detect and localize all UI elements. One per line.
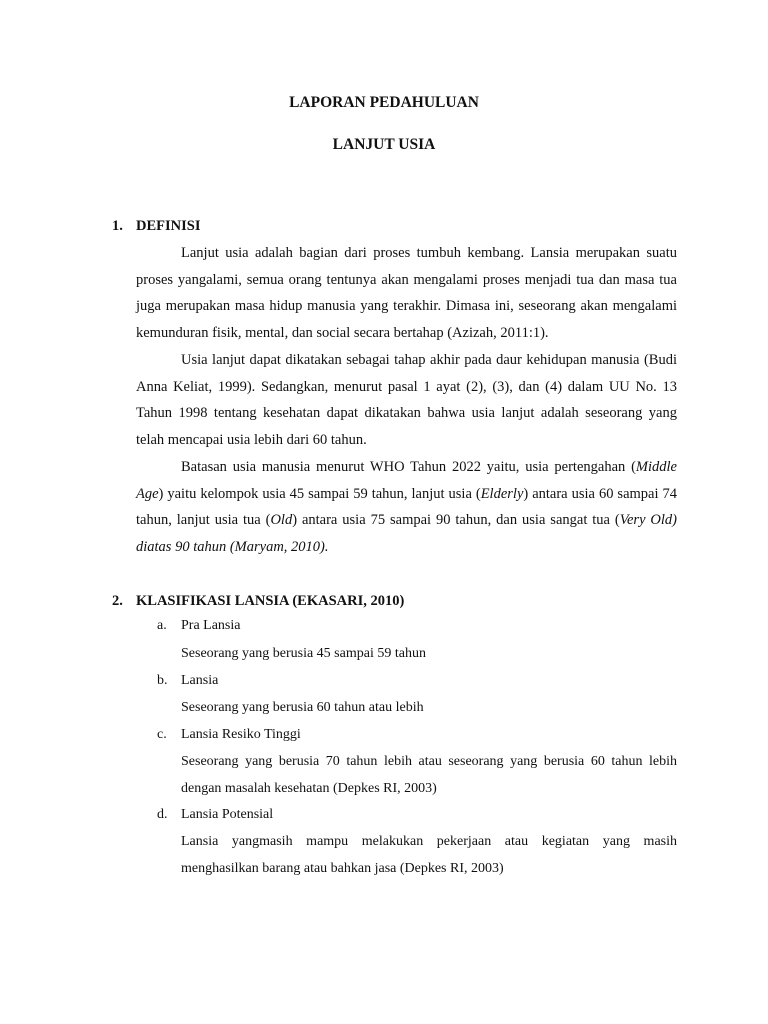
italic-term: Middle Age xyxy=(136,459,677,502)
list-item-title: Lansia xyxy=(181,673,219,688)
list-item-description: Seseorang yang berusia 45 sampai 59 tahun xyxy=(181,646,426,661)
list-item-title: Lansia Resiko Tinggi xyxy=(181,727,301,742)
section-number: 1. xyxy=(112,218,123,234)
list-item-description: Lansia yangmasih mampu melakukan pekerjaan atau kegiatan yang masih menghasilkan barang atau bahkan jasa (Depkes RI, 2003) xyxy=(181,834,677,876)
text-run: ) antara usia 60 sampai 74 tahun, lanjut usia tua ( xyxy=(136,485,677,529)
paragraph-who-age-limits xyxy=(136,454,677,561)
section-heading-definisi xyxy=(112,218,200,235)
list-item-label: b. xyxy=(157,673,168,688)
list-item-title: Pra Lansia xyxy=(181,618,241,633)
italic-term: Old xyxy=(270,512,293,529)
document-subtitle: LANJUT USIA xyxy=(332,136,436,153)
text-run: Batasan usia manusia menurut WHO Tahun 2022 yaitu, usia pertengahan ( xyxy=(181,459,636,475)
section-heading-klasifikasi xyxy=(112,593,404,610)
section-title: KLASIFIKASI LANSIA (EKASARI, 2010) xyxy=(136,593,405,609)
text-run: ) yaitu kelompok usia 45 sampai 59 tahun, lanjut usia ( xyxy=(158,485,481,502)
section-number: 2. xyxy=(112,593,123,609)
list-item-title: Lansia Potensial xyxy=(181,807,274,822)
section-title: DEFINISI xyxy=(136,218,201,234)
italic-term: Very Old) diatas 90 tahun (Maryam, 2010). xyxy=(136,512,677,556)
list-item-label: d. xyxy=(157,807,168,822)
paragraph-usia-lanjut: Usia lanjut dapat dikatakan sebagai tahap akhir pada daur kehidupan manusia (Budi Anna Keliat, 1999). Sedangkan, menurut pasal 1 ayat (2), (3), dan (4) dalam UU No. 13 Tahun 1998 tentang kesehatan dapat dikatakan bahwa usia lanjut adalah seseorang yang telah mencapai usia lebih dari 60 tahun. xyxy=(136,352,677,449)
list-item-label: a. xyxy=(157,618,167,633)
text-run: ) antara usia 75 sampai 90 tahun, dan usia sangat tua ( xyxy=(292,512,620,529)
document-title: LAPORAN PEDAHULUAN xyxy=(289,94,479,111)
list-item-description: Seseorang yang berusia 70 tahun lebih atau seseorang yang berusia 60 tahun lebih dengan masalah kesehatan (Depkes RI, 2003) xyxy=(181,754,677,796)
paragraph-definition: Lanjut usia adalah bagian dari proses tumbuh kembang. Lansia merupakan suatu proses yangalami, semua orang tentunya akan mengalami proses menjadi tua dan masa tua juga merupakan masa hidup manusia yang terakhir. Dimasa ini, seseorang akan mengalami kemunduran fisik, mental, dan social secara bertahap (Azizah, 2011:1). xyxy=(136,245,677,342)
list-item-description: Seseorang yang berusia 60 tahun atau lebih xyxy=(181,700,424,715)
italic-term: Elderly xyxy=(480,485,524,502)
list-item-label: c. xyxy=(157,727,167,742)
